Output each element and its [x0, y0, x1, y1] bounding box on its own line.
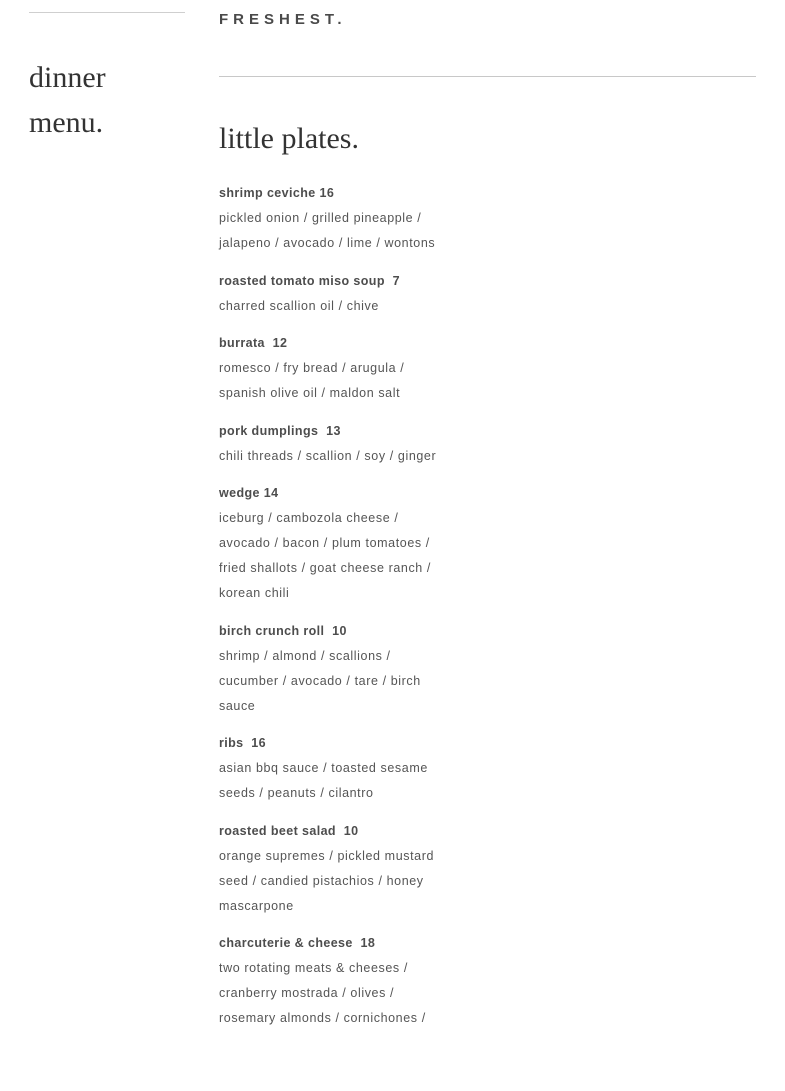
menu-item-name: pork dumplings 13: [219, 423, 341, 438]
page-title: [29, 55, 199, 145]
menu-item-description: two rotating meats & cheeses / cranberry mostrada / olives / rosemary almonds / cornichones /: [219, 961, 426, 1025]
menu-item-description: pickled onion / grilled pineapple / jalapeno / avocado / lime / wontons: [219, 211, 436, 250]
menu-item-name: roasted beet salad 10: [219, 823, 359, 838]
menu-item-name: roasted tomato miso soup 7: [219, 273, 400, 288]
menu-item-name: wedge 14: [219, 486, 279, 500]
content-divider: [219, 76, 756, 77]
menu-item: [219, 819, 449, 919]
menu-item-description: orange supremes / pickled mustard seed / candied pistachios / honey mascarpone: [219, 848, 435, 913]
menu-item-description: asian bbq sauce / toasted sesame seeds / peanuts / cilantro: [219, 761, 428, 800]
menu-item-name: shrimp ceviche 16: [219, 186, 335, 200]
menu-item-name: ribs 16: [219, 736, 266, 750]
tagline: FRESHEST.: [219, 11, 347, 28]
menu-item: [219, 269, 449, 319]
menu-item-description: shrimp / almond / scallions / cucumber / avocado / tare / birch sauce: [219, 648, 421, 713]
menu-item: [219, 731, 449, 806]
sidebar-divider: [29, 12, 185, 13]
menu-item-name: charcuterie & cheese 18: [219, 936, 376, 950]
menu-list: [219, 181, 449, 1044]
menu-item: [219, 181, 449, 256]
menu-item-description: iceburg / cambozola cheese / avocado / bacon / plum tomatoes / fried shallots / goat cheese ranch / korean chili: [219, 511, 431, 600]
page-title-line-1: dinner: [29, 61, 106, 94]
menu-item-description: romesco / fry bread / arugula / spanish olive oil / maldon salt: [219, 361, 405, 400]
menu-item: [219, 619, 449, 719]
menu-item: [219, 931, 449, 1031]
menu-item-description: chili threads / scallion / soy / ginger: [219, 448, 437, 463]
page-title-line-2: menu.: [29, 106, 104, 139]
menu-item-name: birch crunch roll 10: [219, 623, 347, 638]
menu-item: [219, 481, 449, 606]
menu-item-description: charred scallion oil / chive: [219, 298, 379, 313]
section-title: little plates.: [219, 122, 359, 155]
menu-item: [219, 419, 449, 469]
menu-item-name: burrata 12: [219, 336, 288, 350]
menu-item: [219, 331, 449, 406]
